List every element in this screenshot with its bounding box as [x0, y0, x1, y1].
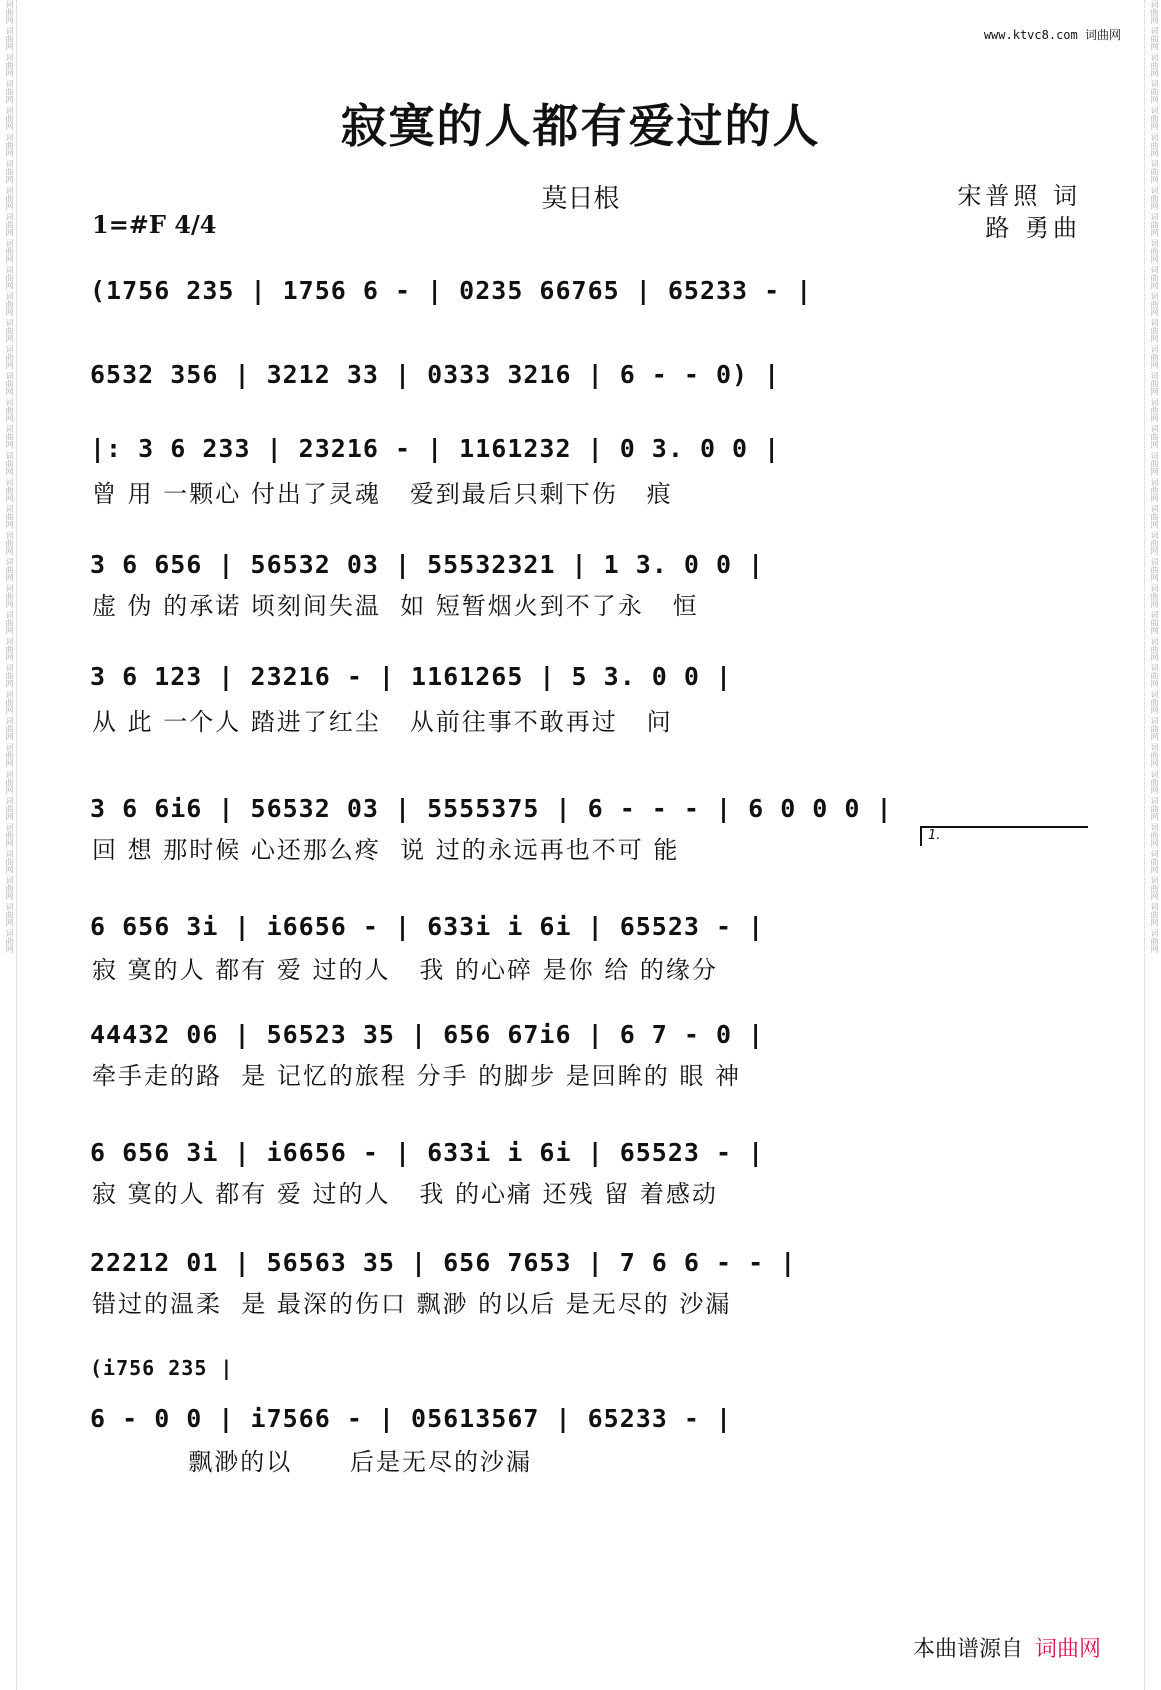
- notation-line: 3 6 123 | 23216 - | 1161265 | 5 3. 0 0 |: [90, 662, 733, 691]
- site-header: [984, 26, 1121, 43]
- notation-line: 44432 06 | 56523 35 | 656 67i6 | 6 7 - 0 |: [90, 1020, 765, 1049]
- song-title: 寂寞的人都有爱过的人: [340, 99, 821, 153]
- notation-line: 6 656 3i | i6656 - | 633i i 6i | 65523 - |: [90, 1138, 765, 1167]
- notation-line: 6532 356 | 3212 33 | 0333 3216 | 6 - - 0) |: [90, 360, 781, 389]
- lyric-line: 寂 寞的人 都有 爱 过的人 我 的心痛 还残 留 着感动: [92, 1180, 718, 1208]
- source-brand-link[interactable]: 词曲网: [1034, 1637, 1101, 1662]
- notation-line: |: 3 6 233 | 23216 - | 1161232 | 0 3. 0 0 |: [90, 434, 781, 463]
- lyric-line: 飘渺的以 后是无尽的沙漏: [92, 1448, 533, 1476]
- lyric-line: 曾 用 一颗心 付出了灵魂 爱到最后只剩下伤 痕: [92, 480, 673, 508]
- notation-line: (i756 235 |: [90, 1356, 234, 1380]
- notation-line: 3 6 656 | 56532 03 | 55532321 | 1 3. 0 0 |: [90, 550, 765, 579]
- left-watermark-strip: 词曲网 词曲网 词曲网 词曲网 词曲网 词曲网 词曲网 词曲网 词曲网 词曲网 词曲网 词曲网 词曲网 词曲网 词曲网 词曲网 词曲网 词曲网 词曲网 词曲网 词曲网 词曲网 词曲网 词曲网 词曲网 词曲网 词曲网 词曲网 词曲网 词曲网 词曲网 词曲网 词曲网 词曲网 词曲网 词曲网: [0, 0, 17, 1690]
- lyricist-credit: 宋普照 词: [957, 182, 1081, 210]
- lyric-line: 寂 寞的人 都有 爱 过的人 我 的心碎 是你 给 的缘分: [92, 956, 718, 984]
- lyric-line: 回 想 那时候 心还那么疼 说 过的永远再也不可 能: [92, 836, 680, 864]
- composer-credit: 路 勇曲: [985, 214, 1081, 242]
- lyric-line: 从 此 一个人 踏进了红尘 从前往事不敢再过 问: [92, 708, 673, 736]
- lyric-line: 错过的温柔 是 最深的伤口 飘渺 的以后 是无尽的 沙漏: [92, 1290, 732, 1318]
- source-label: 本曲谱源自: [912, 1637, 1023, 1662]
- notation-line: 3 6 6i6 | 56532 03 | 5555375 | 6 - - - | 6 0 0 0 |: [90, 794, 893, 823]
- source-credit: [913, 1632, 1101, 1663]
- site-name: 词曲网: [1084, 28, 1121, 42]
- singer-name: 莫日根: [541, 184, 620, 214]
- notation-line: 22212 01 | 56563 35 | 656 7653 | 7 6 6 - - |: [90, 1248, 797, 1277]
- volta-bracket: 1.: [920, 826, 1088, 846]
- notation-line: 6 656 3i | i6656 - | 633i i 6i | 65523 - |: [90, 912, 765, 941]
- site-url[interactable]: www.ktvc8.com: [983, 28, 1078, 42]
- notation-line: 6 - 0 0 | i7566 - | 05613567 | 65233 - |: [90, 1404, 733, 1433]
- lyric-line: 虚 伪 的承诺 顷刻间失温 如 短暂烟火到不了永 恒: [92, 592, 699, 620]
- right-watermark-strip: 词曲网 词曲网 词曲网 词曲网 词曲网 词曲网 词曲网 词曲网 词曲网 词曲网 词曲网 词曲网 词曲网 词曲网 词曲网 词曲网 词曲网 词曲网 词曲网 词曲网 词曲网 词曲网 词曲网 词曲网 词曲网 词曲网 词曲网 词曲网 词曲网 词曲网 词曲网 词曲网 词曲网 词曲网 词曲网 词曲网: [1144, 0, 1161, 1690]
- key-signature: 1=#F 4/4: [92, 210, 217, 239]
- notation-line: (1756 235 | 1756 6 - | 0235 66765 | 65233 - |: [90, 276, 813, 305]
- lyric-line: 牵手走的路 是 记忆的旅程 分手 的脚步 是回眸的 眼 神: [92, 1062, 742, 1090]
